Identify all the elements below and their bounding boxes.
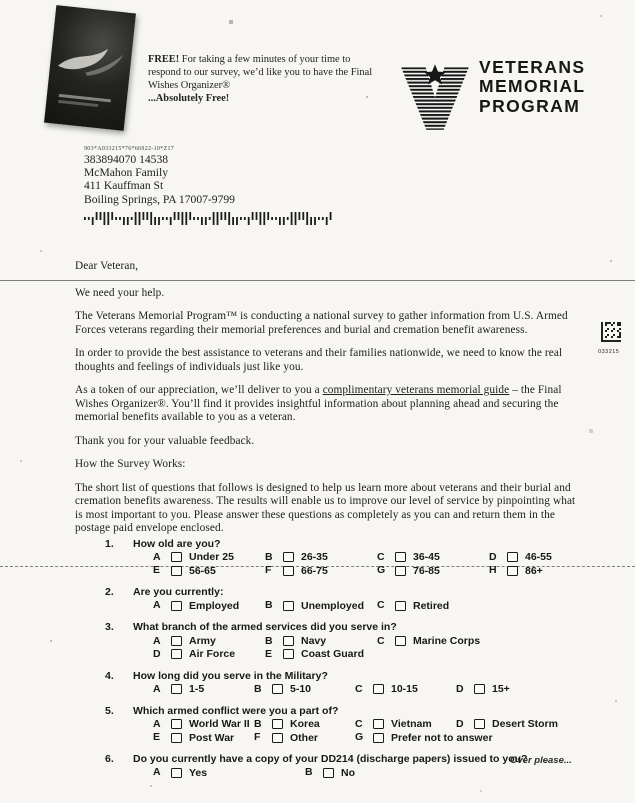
checkbox[interactable]: [507, 552, 518, 562]
checkbox[interactable]: [395, 601, 406, 611]
checkbox[interactable]: [283, 636, 294, 646]
option-letter: B: [254, 718, 262, 731]
option: [355, 731, 493, 744]
checkbox[interactable]: [507, 566, 518, 576]
option-label: Post War: [189, 731, 235, 744]
option-letter: C: [355, 682, 363, 695]
option-letter: D: [489, 551, 497, 564]
option-label: Desert Storm: [492, 718, 558, 731]
option: [153, 648, 265, 661]
option-label: 15+: [492, 683, 510, 696]
option: [153, 683, 254, 696]
option-label: 56-65: [189, 564, 216, 577]
question-text: Are you currently:: [133, 586, 224, 599]
question-number: 2.: [105, 586, 114, 599]
option-letter: D: [456, 718, 464, 731]
checkbox[interactable]: [272, 733, 283, 743]
recipient-street: 411 Kauffman St: [84, 179, 164, 193]
option-label: Prefer not to answer: [391, 731, 493, 744]
recipient-id: 383894070 14538: [84, 153, 169, 166]
option-label: 1-5: [189, 683, 205, 696]
option-letter: H: [489, 564, 497, 577]
option-letter: F: [254, 731, 261, 744]
letter-paragraph: The Veterans Memorial Program™ is conducting a national survey to gather information from U.S. Armed Forces veterans regarding their memorial preferences and burial and cremation benefit awareness.: [75, 310, 568, 336]
checkbox[interactable]: [171, 649, 182, 659]
question-header: [105, 621, 610, 634]
checkbox[interactable]: [272, 684, 283, 694]
intelligent-mail-barcode: [84, 212, 336, 226]
option-label: 5-10: [290, 683, 312, 696]
free-offer-text: [148, 53, 393, 105]
checkbox[interactable]: [171, 733, 182, 743]
option-label: Marine Corps: [413, 634, 481, 647]
free-offer-line1: [148, 53, 393, 66]
option-row: [105, 599, 610, 612]
option-label: Coast Guard: [301, 648, 365, 661]
option: [489, 551, 552, 564]
option-letter: D: [456, 682, 464, 695]
free-line1-rest: For taking a few minutes of your time to: [179, 54, 351, 65]
option-letter: F: [265, 564, 272, 577]
letter-body: [75, 260, 578, 546]
option: [153, 718, 254, 731]
option-letter: A: [153, 599, 161, 612]
free-offer-line4: ...Absolutely Free!: [148, 93, 230, 104]
option-row: [105, 683, 610, 696]
option-letter: A: [153, 718, 161, 731]
checkbox[interactable]: [474, 684, 485, 694]
mailing-address-block: [84, 146, 336, 231]
option-label: Yes: [189, 766, 208, 779]
option: [265, 551, 377, 564]
option-letter: C: [355, 718, 363, 731]
checkbox[interactable]: [171, 719, 182, 729]
question-number: 1.: [105, 538, 114, 550]
logo-line-program: PROGRAM: [479, 95, 581, 116]
option-letter: A: [153, 682, 161, 695]
option-label: Army: [189, 634, 216, 647]
option: [456, 683, 557, 696]
option-letter: B: [254, 682, 262, 695]
option-label: 36-45: [413, 551, 440, 564]
checkbox[interactable]: [474, 719, 485, 729]
question-number: 5.: [105, 704, 114, 717]
final-wishes-organizer-photo: [44, 5, 136, 131]
option-label: Navy: [301, 634, 327, 647]
datamatrix-label: 033215: [598, 349, 620, 355]
survey-section: [105, 538, 610, 788]
option: [265, 634, 377, 647]
option-label: World War II: [189, 718, 250, 731]
checkbox[interactable]: [283, 552, 294, 562]
checkbox[interactable]: [395, 552, 406, 562]
option-row: [105, 634, 610, 647]
option: [456, 718, 557, 731]
option-letter: G: [355, 731, 364, 744]
option-label: 10-15: [391, 683, 418, 696]
option-letter: B: [305, 766, 313, 779]
recipient-city: Boiling Springs, PA 17007-9799: [84, 192, 235, 206]
checkbox[interactable]: [395, 566, 406, 576]
over-please-note: Over please...: [510, 755, 572, 766]
option-letter: C: [377, 634, 385, 647]
letter-paragraph: [75, 384, 578, 425]
salutation: Dear Veteran,: [75, 260, 139, 272]
checkbox[interactable]: [373, 719, 384, 729]
option-label: 86+: [525, 564, 543, 577]
checkbox[interactable]: [171, 566, 182, 576]
checkbox[interactable]: [323, 768, 334, 778]
question: [105, 586, 610, 612]
question: [105, 670, 610, 696]
letter-paragraph: Thank you for your valuable feedback.: [75, 434, 255, 447]
option: [377, 599, 449, 612]
datamatrix-barcode: [601, 322, 621, 342]
free-offer-line3: Wishes Organizer®: [148, 80, 231, 91]
option-row: [105, 731, 610, 744]
checkbox[interactable]: [373, 733, 384, 743]
free-offer-line2: respond to our survey, we’d like you to have the Final: [148, 67, 373, 78]
option: [254, 718, 355, 731]
checkbox[interactable]: [171, 684, 182, 694]
booklet-caption-line: [58, 100, 98, 107]
option-letter: C: [377, 599, 385, 612]
option: [153, 731, 254, 744]
option-letter: A: [153, 766, 161, 779]
option: [254, 731, 355, 744]
option: [305, 766, 457, 779]
question-text: How long did you serve in the Military?: [133, 669, 328, 682]
checkbox[interactable]: [272, 719, 283, 729]
option-letter: E: [153, 731, 161, 744]
question: [105, 538, 610, 577]
option-row: [105, 564, 610, 577]
question-header: [105, 705, 610, 718]
p4-post: – the Final Wishes Organizer®. You’ll find it provides insightful information about planning ahead and securing the memorial benefits available to you as a veteran.: [75, 384, 562, 423]
option: [254, 683, 355, 696]
option: [377, 551, 489, 564]
option: [489, 564, 543, 577]
checkbox[interactable]: [171, 768, 182, 778]
option-label: 26-35: [301, 551, 328, 564]
option: [153, 551, 265, 564]
option-letter: G: [377, 564, 386, 577]
question-text: Do you currently have a copy of your DD214 (discharge papers) issued to you?: [133, 753, 528, 766]
scan-noise: [0, 0, 2, 2]
option: [355, 683, 456, 696]
question-text: How old are you?: [133, 538, 221, 550]
option: [265, 599, 377, 612]
question: [105, 621, 610, 660]
checkbox[interactable]: [171, 636, 182, 646]
option-label: 46-55: [525, 551, 552, 564]
option-row: [105, 766, 610, 779]
question-number: 3.: [105, 621, 114, 634]
option-letter: E: [265, 647, 273, 660]
option: [153, 564, 265, 577]
question-text: Which armed conflict were you a part of?: [133, 704, 339, 717]
question-text: What branch of the armed services did you serve in?: [133, 621, 397, 634]
option: [153, 766, 305, 779]
option-label: Air Force: [189, 648, 236, 661]
underlined-guide-phrase: complimentary veterans memorial guide: [322, 384, 510, 396]
option-row: [105, 648, 610, 661]
option-letter: A: [153, 551, 161, 564]
option-label: Other: [290, 731, 319, 744]
option-label: 66-75: [301, 564, 328, 577]
option-label: Under 25: [189, 551, 234, 564]
question-header: [105, 538, 610, 551]
option: [377, 564, 489, 577]
option-label: Unemployed: [301, 599, 365, 612]
striped-v-logo-mark: [399, 56, 471, 136]
option-letter: D: [153, 647, 161, 660]
option-label: Korea: [290, 718, 320, 731]
option-label: Retired: [413, 599, 450, 612]
recipient-name: McMahon Family: [84, 166, 169, 180]
option: [265, 564, 377, 577]
veterans-memorial-program-logo: [399, 56, 586, 136]
question-header: [105, 586, 610, 599]
checkbox[interactable]: [373, 684, 384, 694]
checkbox[interactable]: [171, 601, 182, 611]
option-label: Employed: [189, 599, 240, 612]
option-label: 76-85: [413, 564, 440, 577]
letter-paragraph: In order to provide the best assistance to veterans and their families nationwide, we need to know the real thoughts and feelings of individuals just like you.: [75, 347, 563, 373]
option-letter: A: [153, 634, 161, 647]
checkbox[interactable]: [283, 566, 294, 576]
checkbox[interactable]: [395, 636, 406, 646]
question-header: [105, 670, 610, 683]
option: [153, 634, 265, 647]
option: [355, 718, 456, 731]
p4-pre: As a token of our appreciation, we’ll deliver to you a: [75, 384, 323, 396]
logo-line-memorial: MEMORIAL: [479, 76, 586, 97]
option: [377, 634, 480, 647]
option: [265, 648, 364, 661]
question-number: 6.: [105, 753, 114, 766]
option-row: [105, 551, 610, 564]
logo-line-veterans: VETERANS: [479, 57, 586, 77]
option-label: Vietnam: [391, 718, 432, 731]
option-letter: C: [377, 551, 385, 564]
option-label: No: [341, 766, 355, 779]
mail-sort-code: 903*A033215*76*66922-10*Z17: [84, 146, 175, 152]
checkbox[interactable]: [283, 601, 294, 611]
question-number: 4.: [105, 669, 114, 682]
eagle-graphic: [55, 36, 127, 83]
option-letter: B: [265, 634, 273, 647]
free-lead: FREE!: [148, 54, 180, 65]
option-letter: E: [153, 564, 161, 577]
option: [153, 599, 265, 612]
checkbox[interactable]: [283, 649, 294, 659]
letter-paragraph: The short list of questions that follows is designed to help us learn more about veterans and their burial and cremation benefits awareness. The results will enable us to improve our level of service by pinpointing what is most important to you. Please answer these questions as completely as you can and return them in the postage paid envelope enclosed.: [75, 481, 576, 534]
option-letter: B: [265, 551, 273, 564]
option-letter: B: [265, 599, 273, 612]
question: [105, 705, 610, 744]
letter-paragraph: How the Survey Works:: [75, 458, 186, 470]
option-row: [105, 718, 610, 731]
checkbox[interactable]: [171, 552, 182, 562]
letter-paragraph: We need your help.: [75, 286, 165, 299]
